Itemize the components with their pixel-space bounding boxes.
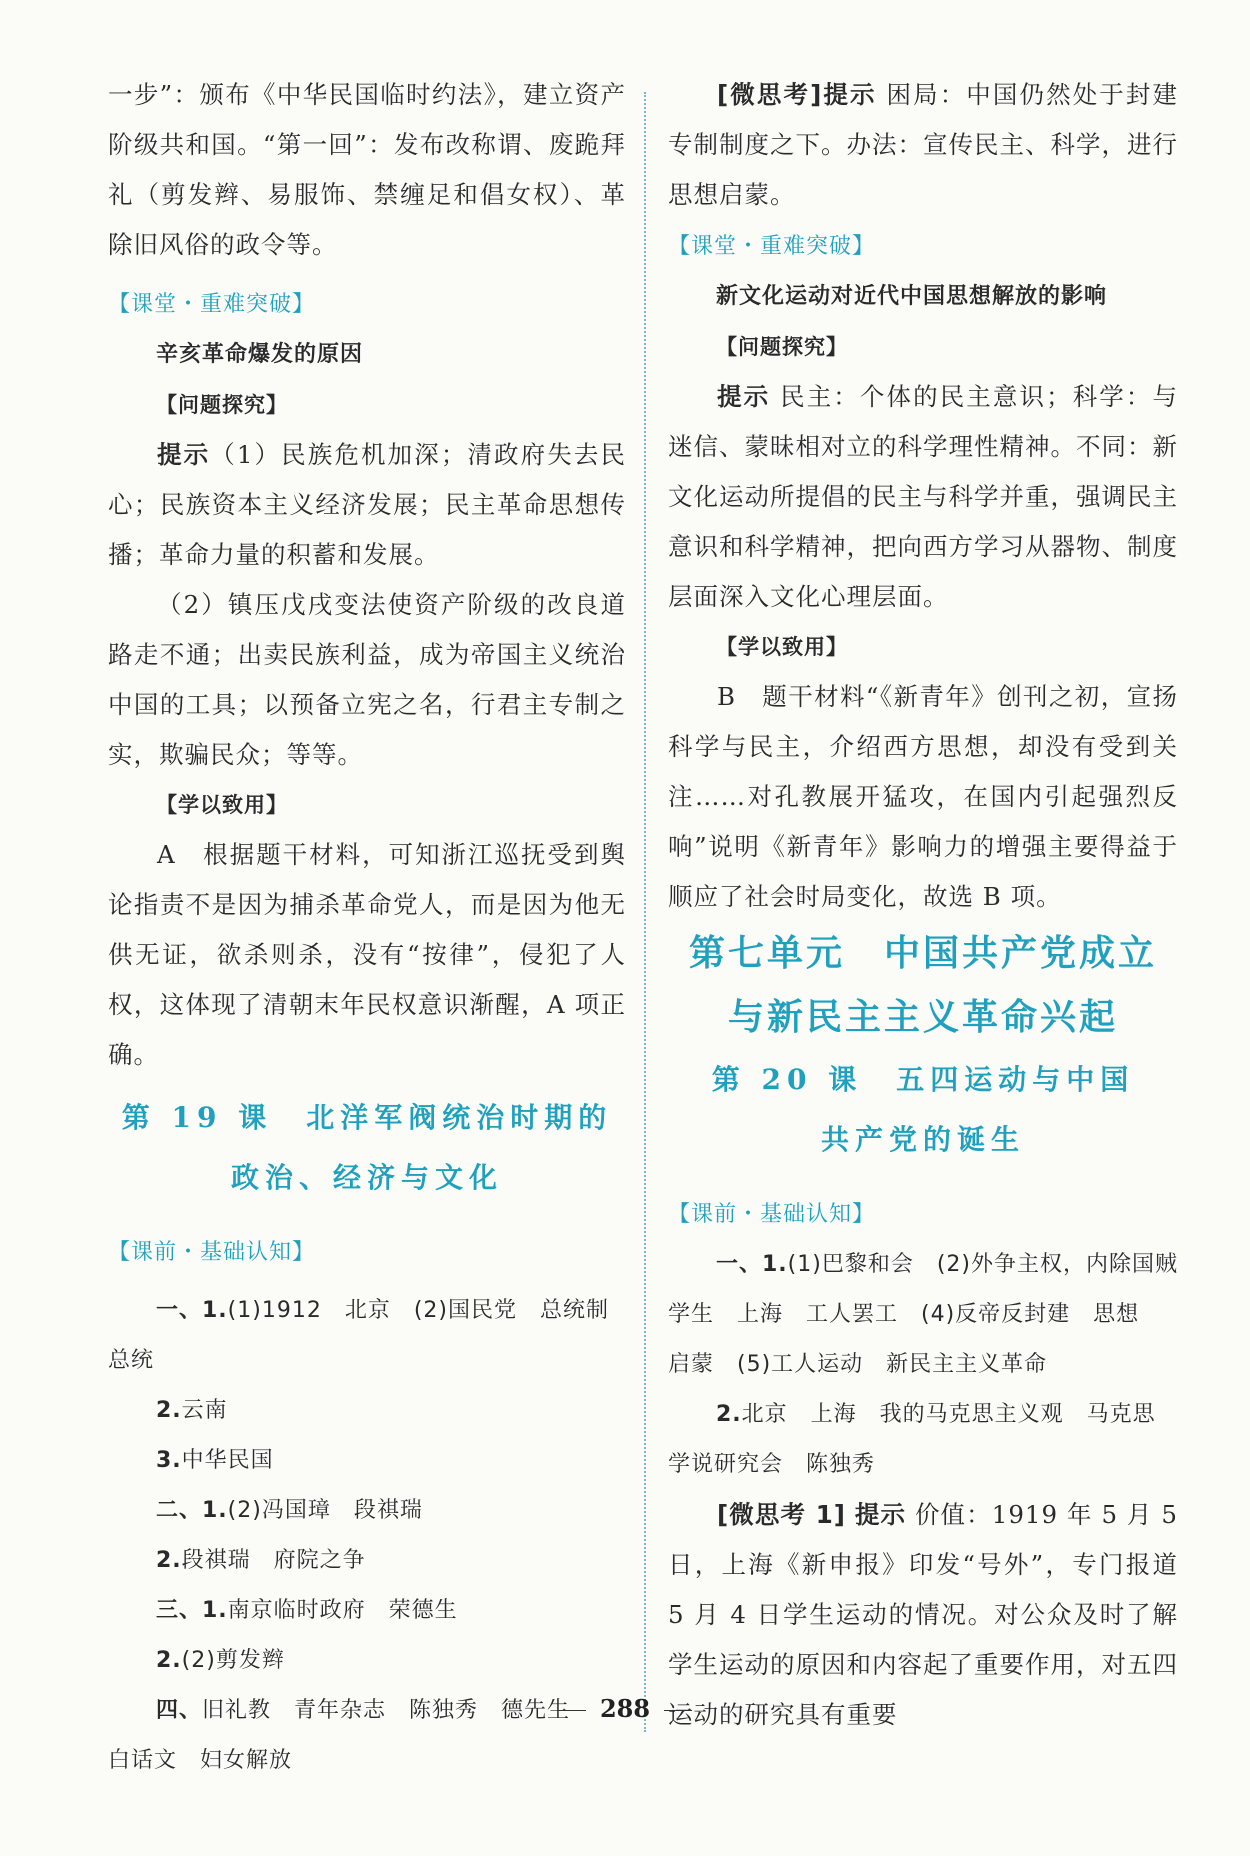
answer-number: 四、 — [156, 1698, 203, 1723]
think-paragraph: [微思考]提示 困局：中国仍然处于封建专制制度之下。办法：宣传民主、科学，进行思想启蒙。 — [668, 80, 1178, 209]
answer-list — [668, 1240, 1178, 1490]
apply-answer: B 题干材料“《新青年》创刊之初，宣扬科学与民主，介绍西方思想，却没有受到关注……对孔教展开猛攻，在国内引起强烈反响”说明《新青年》影响力的增强主要得益于顺应了社会时局变化，故选 B 项。 — [668, 682, 1178, 911]
answer-line — [108, 1386, 626, 1436]
apply-heading: 【学以致用】 — [716, 635, 848, 659]
answer-number: 一、1. — [156, 1298, 228, 1323]
dash-right — [664, 1710, 692, 1711]
answer-number: 3. — [156, 1448, 182, 1473]
think-label: [微思考] — [717, 80, 823, 109]
answer-line — [108, 1436, 626, 1486]
answer-text: 学生 上海 工人罢工 (4)反帝反封建 思想 — [668, 1302, 1140, 1327]
answer-line — [668, 1340, 1178, 1390]
hint-label: 提示 — [157, 440, 211, 469]
answer-text: 学说研究会 陈独秀 — [668, 1452, 876, 1477]
section-heading-classroom: 【课堂・重难突破】 — [668, 234, 876, 259]
lesson-20-title-line-2: 共产党的诞生 — [820, 1123, 1025, 1156]
answer-number: 二、1. — [156, 1498, 228, 1523]
answer-text: 旧礼教 青年杂志 陈独秀 德先生 — [202, 1698, 571, 1723]
answer-text: (2)剪发辫 — [181, 1648, 285, 1673]
lesson-19-title-line-1: 第 19 课 北洋军阀统治时期的 — [121, 1101, 613, 1134]
hint-label: 提示 — [854, 1500, 907, 1529]
answer-text: (1)巴黎和会 (2)外争主权，内除国贼 — [787, 1252, 1178, 1277]
answer-number: 一、1. — [716, 1252, 788, 1277]
section-heading-classroom: 【课堂・重难突破】 — [108, 292, 316, 317]
answer-line — [108, 1636, 626, 1686]
hint-paragraph-2: （2）镇压戊戌变法使资产阶级的改良道路走不通；出卖民族利益，成为帝国主义统治中国的工具；以预备立宪之名，行君主专制之实，欺骗民众；等等。 — [108, 590, 626, 769]
unit-7-title-line-2: 与新民主主义革命兴起 — [727, 997, 1118, 1038]
answer-text: 段祺瑞 府院之争 — [181, 1548, 366, 1573]
explore-heading: 【问题探究】 — [156, 393, 288, 417]
left-paragraph-1: 一步”：颁布《中华民国临时约法》，建立资产阶级共和国。“第一回”：发布改称谓、废跪拜礼（剪发辫、易服饰、禁缠足和倡女权）、革除旧风俗的政令等。 — [108, 80, 626, 259]
answer-line — [108, 1486, 626, 1536]
column-divider — [644, 92, 646, 1732]
answer-text: 中华民国 — [181, 1448, 274, 1473]
lesson-20-title-line-1: 第 20 课 五四运动与中国 — [711, 1063, 1135, 1096]
answer-line — [108, 1286, 626, 1336]
answer-text: 北京 上海 我的马克思主义观 马克思 — [741, 1402, 1156, 1427]
answer-number: 2. — [716, 1402, 742, 1427]
answer-text: 南京临时政府 荣德生 — [227, 1598, 458, 1623]
answer-number: 2. — [156, 1398, 182, 1423]
think-1-paragraph: [微思考 1] 提示 价值：1919 年 5 月 5 日，上海《新申报》印发“号外”，专门报道 5 月 4 日学生运动的情况。对公众及时了解学生运动的原因和内容起了重要作用，对五四运动的研究具有重要 — [668, 1500, 1178, 1729]
left-column — [108, 70, 626, 1786]
answer-line — [108, 1736, 626, 1786]
section-heading-preclass: 【课前・基础认知】 — [108, 1240, 316, 1265]
answer-line — [668, 1290, 1178, 1340]
dash-left — [558, 1710, 586, 1711]
answer-text: 白话文 妇女解放 — [108, 1748, 293, 1773]
answer-text: (2)冯国璋 段祺瑞 — [227, 1498, 423, 1523]
answer-line — [668, 1440, 1178, 1490]
unit-7-title-line-1: 第七单元 中国共产党成立 — [688, 933, 1157, 974]
answer-line — [108, 1586, 626, 1636]
lesson-19-title-line-2: 政治、经济与文化 — [230, 1161, 503, 1194]
answer-text: (1)1912 北京 (2)国民党 总统制 — [227, 1298, 609, 1323]
hint-label: 提示 — [717, 382, 771, 411]
hint-label: 提示 — [822, 80, 877, 109]
think-1-label: [微思考 1] — [717, 1500, 846, 1529]
answer-line — [108, 1336, 626, 1386]
apply-answer: A 根据题干材料，可知浙江巡抚受到舆论指责不是因为捕杀革命党人，而是因为他无供无证，欲杀则杀，没有“按律”，侵犯了人权，这体现了清朝末年民权意识渐醒，A 项正确。 — [108, 840, 626, 1069]
answer-text: 云南 — [181, 1398, 228, 1423]
answer-line — [668, 1240, 1178, 1290]
topic-title: 辛亥革命爆发的原因 — [156, 342, 364, 367]
answer-text: 总统 — [108, 1348, 155, 1373]
section-heading-preclass: 【课前・基础认知】 — [668, 1202, 876, 1227]
answer-number: 2. — [156, 1648, 182, 1673]
page-number: 288 — [0, 1694, 1250, 1723]
answer-text: 启蒙 (5)工人运动 新民主主义革命 — [668, 1352, 1048, 1377]
topic-title: 新文化运动对近代中国思想解放的影响 — [716, 284, 1108, 309]
explore-heading: 【问题探究】 — [716, 335, 848, 359]
answer-line — [108, 1536, 626, 1586]
hint-paragraph: 提示 民主：个体的民主意识；科学：与迷信、蒙昧相对立的科学理性精神。不同：新文化运动所提倡的民主与科学并重，强调民主意识和科学精神，把向西方学习从器物、制度层面深入文化心理层面。 — [668, 382, 1178, 611]
answer-line — [668, 1390, 1178, 1440]
hint-paragraph-1: 提示（1）民族危机加深；清政府失去民心；民族资本主义经济发展；民主革命思想传播；革命力量的积蓄和发展。 — [108, 440, 627, 569]
answer-number: 2. — [156, 1548, 182, 1573]
apply-heading: 【学以致用】 — [156, 793, 288, 817]
answer-number: 三、1. — [156, 1598, 228, 1623]
right-column — [668, 70, 1178, 1740]
